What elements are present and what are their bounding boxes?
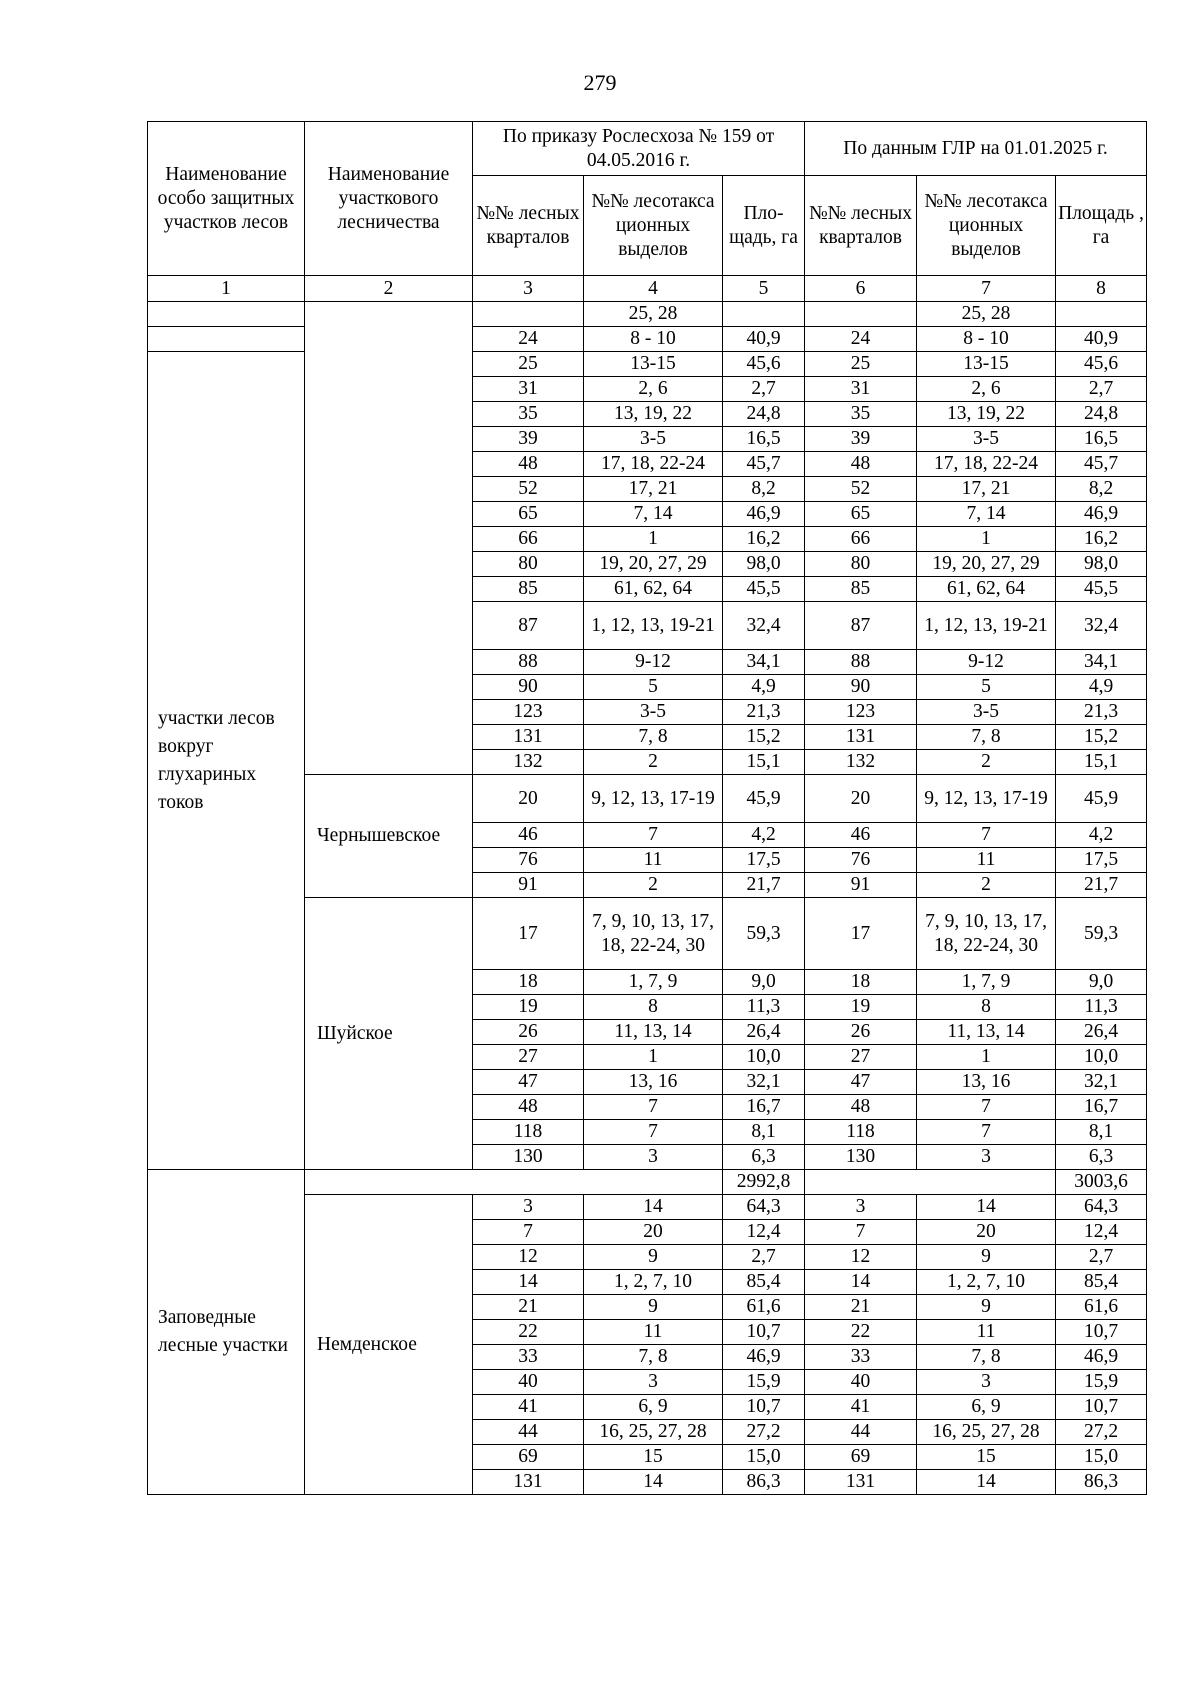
table-cell: 2 (584, 750, 723, 775)
protected-area-category: Заповедные лесные участки (148, 1170, 305, 1495)
table-cell: 48 (805, 1095, 917, 1120)
table-cell: 16, 25, 27, 28 (584, 1420, 723, 1445)
table-cell: 66 (473, 527, 584, 552)
table-cell: 1 (917, 527, 1056, 552)
table-cell: 3 (917, 1145, 1056, 1170)
table-cell: 8,1 (1056, 1120, 1147, 1145)
table-cell: 76 (805, 848, 917, 873)
table-cell: 10,7 (723, 1395, 805, 1420)
table-cell: 15,1 (723, 750, 805, 775)
table-cell: 45,6 (723, 352, 805, 377)
table-cell: 27,2 (723, 1420, 805, 1445)
table-cell: 7, 14 (584, 502, 723, 527)
table-row (148, 302, 1147, 327)
table-cell: 24 (805, 327, 917, 352)
table-cell: 22 (805, 1320, 917, 1345)
table-cell: 17, 21 (584, 477, 723, 502)
column-number: 5 (723, 276, 805, 302)
table-cell: 20 (917, 1220, 1056, 1245)
table-cell: 8 - 10 (584, 327, 723, 352)
table-cell: 33 (473, 1345, 584, 1370)
table-cell: 11 (584, 848, 723, 873)
table-cell: 2, 6 (584, 377, 723, 402)
table-cell: 32,4 (723, 602, 805, 650)
table-cell: 14 (473, 1270, 584, 1295)
column-number: 1 (148, 276, 305, 302)
header-area-right: Площадь , га (1056, 176, 1147, 276)
table-cell (723, 302, 805, 327)
table-cell: 39 (473, 427, 584, 452)
column-number: 4 (584, 276, 723, 302)
table-cell: 25 (473, 352, 584, 377)
table-cell: 45,7 (723, 452, 805, 477)
table-cell: 17 (473, 898, 584, 970)
table-cell: 45,5 (723, 577, 805, 602)
table-cell: 19, 20, 27, 29 (917, 552, 1056, 577)
table-cell: 48 (473, 1095, 584, 1120)
table-cell: 10,7 (1056, 1320, 1147, 1345)
table-cell: 131 (805, 725, 917, 750)
table-cell: 15,2 (723, 725, 805, 750)
table-cell: 87 (805, 602, 917, 650)
table-cell: 4,2 (1056, 823, 1147, 848)
table-cell: 16,5 (1056, 427, 1147, 452)
table-cell: 31 (473, 377, 584, 402)
table-cell: 19, 20, 27, 29 (584, 552, 723, 577)
table-cell: 6, 9 (584, 1395, 723, 1420)
table-cell: 17,5 (1056, 848, 1147, 873)
table-cell: 10,7 (723, 1320, 805, 1345)
table-cell: 16, 25, 27, 28 (917, 1420, 1056, 1445)
protected-area-category: участки лесов вокруг глухариных токов (148, 352, 305, 1170)
table-cell: 13, 19, 22 (917, 402, 1056, 427)
table-cell: 61, 62, 64 (584, 577, 723, 602)
table-cell: 7, 8 (917, 725, 1056, 750)
page-number: 279 (583, 70, 617, 95)
table-cell: 4,2 (723, 823, 805, 848)
table-cell: 32,1 (1056, 1070, 1147, 1095)
table-cell: 46 (805, 823, 917, 848)
table-cell: 7, 9, 10, 13, 17, 18, 22-24, 30 (584, 898, 723, 970)
table-cell: 19 (805, 995, 917, 1020)
table-cell: 3 (473, 1195, 584, 1220)
table-cell: 87 (473, 602, 584, 650)
table-cell: 9 (917, 1245, 1056, 1270)
table-cell: 21,3 (723, 700, 805, 725)
table-cell: 24,8 (723, 402, 805, 427)
table-cell: 17, 18, 22-24 (917, 452, 1056, 477)
total-row (148, 1170, 1147, 1195)
table-cell: 52 (805, 477, 917, 502)
table-cell: 11, 13, 14 (917, 1020, 1056, 1045)
table-cell: 2 (584, 873, 723, 898)
table-cell: 8,2 (723, 477, 805, 502)
table-cell: 16,7 (723, 1095, 805, 1120)
table-cell: 32,4 (1056, 602, 1147, 650)
table-cell: 24 (473, 327, 584, 352)
table-cell (473, 302, 584, 327)
table-cell: 17 (805, 898, 917, 970)
table-row (148, 327, 1147, 352)
table-cell: 40,9 (1056, 327, 1147, 352)
table-cell: 1, 2, 7, 10 (917, 1270, 1056, 1295)
table-cell: 13-15 (917, 352, 1056, 377)
table-cell: 86,3 (1056, 1470, 1147, 1495)
column-number: 6 (805, 276, 917, 302)
table-cell: 26,4 (723, 1020, 805, 1045)
table-cell: 7, 9, 10, 13, 17, 18, 22-24, 30 (917, 898, 1056, 970)
table-cell: 8 - 10 (917, 327, 1056, 352)
table-cell: 15,1 (1056, 750, 1147, 775)
table-cell: 64,3 (723, 1195, 805, 1220)
table-cell: 9-12 (917, 650, 1056, 675)
table-cell: 25, 28 (584, 302, 723, 327)
table-cell: 2,7 (1056, 377, 1147, 402)
table-cell: 3-5 (917, 700, 1056, 725)
table-cell: 11,3 (1056, 995, 1147, 1020)
table-cell: 9,0 (1056, 970, 1147, 995)
column-number: 7 (917, 276, 1056, 302)
forestry-name: Шуйское (305, 898, 473, 1170)
table-cell: 66 (805, 527, 917, 552)
table-cell: 46,9 (723, 502, 805, 527)
table-cell: 5 (584, 675, 723, 700)
table-cell: 2 (917, 873, 1056, 898)
table-cell: 9,0 (723, 970, 805, 995)
table-cell: 91 (473, 873, 584, 898)
table-cell: 61,6 (1056, 1295, 1147, 1320)
table-cell: 39 (805, 427, 917, 452)
table-cell: 14 (805, 1270, 917, 1295)
total-label-cell (305, 1170, 723, 1195)
table-cell: 69 (473, 1445, 584, 1470)
table-cell: 24,8 (1056, 402, 1147, 427)
table-cell: 10,0 (723, 1045, 805, 1070)
table-cell: 7, 8 (584, 1345, 723, 1370)
forestry-cell (305, 302, 473, 775)
table-cell: 40,9 (723, 327, 805, 352)
table-cell: 7 (917, 1095, 1056, 1120)
table-cell: 12 (805, 1245, 917, 1270)
table-cell: 15,0 (1056, 1445, 1147, 1470)
table-cell: 9 (584, 1295, 723, 1320)
table-cell: 1, 12, 13, 19-21 (917, 602, 1056, 650)
protected-area-cell (148, 327, 305, 352)
table-cell: 11, 13, 14 (584, 1020, 723, 1045)
table-cell: 14 (584, 1195, 723, 1220)
table-cell: 98,0 (723, 552, 805, 577)
table-cell: 1 (584, 527, 723, 552)
table-cell: 118 (805, 1120, 917, 1145)
header-area-left: Пло-щадь, га (723, 176, 805, 276)
header-forestry: Наименование участкового лесничества (305, 122, 473, 276)
table-cell: 46,9 (1056, 1345, 1147, 1370)
table-cell: 59,3 (1056, 898, 1147, 970)
forestry-name: Чернышевское (305, 775, 473, 898)
table-cell: 47 (473, 1070, 584, 1095)
table-cell: 45,7 (1056, 452, 1147, 477)
table-cell: 6,3 (723, 1145, 805, 1170)
table-cell: 15 (917, 1445, 1056, 1470)
table-cell: 123 (805, 700, 917, 725)
table-cell: 2,7 (723, 377, 805, 402)
table-cell: 2 (917, 750, 1056, 775)
table-cell: 16,7 (1056, 1095, 1147, 1120)
table-cell: 16,5 (723, 427, 805, 452)
table-cell: 14 (917, 1195, 1056, 1220)
table-cell: 3-5 (584, 427, 723, 452)
table-cell: 7, 8 (584, 725, 723, 750)
table-cell: 7, 14 (917, 502, 1056, 527)
table-cell: 45,5 (1056, 577, 1147, 602)
table-cell: 132 (473, 750, 584, 775)
table-cell: 21 (473, 1295, 584, 1320)
table-cell: 27,2 (1056, 1420, 1147, 1445)
table-cell: 1, 7, 9 (917, 970, 1056, 995)
table-cell: 45,6 (1056, 352, 1147, 377)
table-cell: 10,0 (1056, 1045, 1147, 1070)
header-protected-areas: Наименование особо защитных участков лесов (148, 122, 305, 276)
table-cell: 1 (917, 1045, 1056, 1070)
table-cell: 65 (805, 502, 917, 527)
table-cell: 3 (805, 1195, 917, 1220)
total-area-left: 2992,8 (723, 1170, 805, 1195)
table-cell: 85 (805, 577, 917, 602)
table-cell: 52 (473, 477, 584, 502)
table-cell: 46 (473, 823, 584, 848)
table-cell: 1, 12, 13, 19-21 (584, 602, 723, 650)
table-cell: 118 (473, 1120, 584, 1145)
table-cell: 5 (917, 675, 1056, 700)
table-cell: 15,2 (1056, 725, 1147, 750)
table-cell: 40 (805, 1370, 917, 1395)
table-cell: 88 (473, 650, 584, 675)
table-cell: 76 (473, 848, 584, 873)
forestry-name: Немденское (305, 1195, 473, 1495)
table-cell: 132 (805, 750, 917, 775)
table-cell: 91 (805, 873, 917, 898)
table-cell: 12,4 (1056, 1220, 1147, 1245)
table-cell: 34,1 (723, 650, 805, 675)
table-cell: 15 (584, 1445, 723, 1470)
table-cell: 7 (917, 823, 1056, 848)
table-cell: 6,3 (1056, 1145, 1147, 1170)
table-cell: 33 (805, 1345, 917, 1370)
table-cell: 2,7 (1056, 1245, 1147, 1270)
table-cell (1056, 302, 1147, 327)
table-cell: 3-5 (917, 427, 1056, 452)
table-cell: 16,2 (1056, 527, 1147, 552)
table-cell: 123 (473, 700, 584, 725)
table-cell: 85 (473, 577, 584, 602)
column-number: 3 (473, 276, 584, 302)
table-cell: 7 (917, 1120, 1056, 1145)
table-cell: 21,7 (1056, 873, 1147, 898)
table-cell: 47 (805, 1070, 917, 1095)
table-cell: 131 (805, 1470, 917, 1495)
table-cell: 12 (473, 1245, 584, 1270)
table-cell: 26 (473, 1020, 584, 1045)
table-cell: 46,9 (1056, 502, 1147, 527)
table-cell: 21,3 (1056, 700, 1147, 725)
table-cell: 7 (473, 1220, 584, 1245)
table-cell: 17, 18, 22-24 (584, 452, 723, 477)
table-cell: 19 (473, 995, 584, 1020)
table-cell: 9 (584, 1245, 723, 1270)
table-cell: 3 (917, 1370, 1056, 1395)
table-cell: 35 (473, 402, 584, 427)
table-cell: 11 (584, 1320, 723, 1345)
header-register-group: По данным ГЛР на 01.01.2025 г. (805, 122, 1147, 176)
table-cell: 59,3 (723, 898, 805, 970)
table-cell: 4,9 (1056, 675, 1147, 700)
table-cell: 14 (584, 1470, 723, 1495)
table-cell: 48 (473, 452, 584, 477)
table-cell: 13-15 (584, 352, 723, 377)
table-cell: 8,2 (1056, 477, 1147, 502)
table-cell: 8 (917, 995, 1056, 1020)
table-cell: 11 (917, 1320, 1056, 1345)
table-cell: 25, 28 (917, 302, 1056, 327)
table-cell: 13, 16 (584, 1070, 723, 1095)
header-quarters-left: №№ лесных кварталов (473, 176, 584, 276)
table-cell: 85,4 (723, 1270, 805, 1295)
table-cell: 41 (805, 1395, 917, 1420)
table-cell: 13, 16 (917, 1070, 1056, 1095)
table-cell: 131 (473, 725, 584, 750)
table-cell: 8 (584, 995, 723, 1020)
table-cell: 4,9 (723, 675, 805, 700)
table-cell: 1, 7, 9 (584, 970, 723, 995)
column-number: 2 (305, 276, 473, 302)
header-quarters-right: №№ лесных кварталов (805, 176, 917, 276)
table-cell: 46,9 (723, 1345, 805, 1370)
table-cell (805, 302, 917, 327)
table-cell: 11,3 (723, 995, 805, 1020)
table-cell: 2,7 (723, 1245, 805, 1270)
table-cell: 15,0 (723, 1445, 805, 1470)
table-cell: 130 (805, 1145, 917, 1170)
table-cell: 41 (473, 1395, 584, 1420)
table-cell: 20 (584, 1220, 723, 1245)
table-cell: 86,3 (723, 1470, 805, 1495)
table-cell: 44 (805, 1420, 917, 1445)
table-cell: 22 (473, 1320, 584, 1345)
table-cell: 35 (805, 402, 917, 427)
table-cell: 27 (805, 1045, 917, 1070)
table-cell: 11 (917, 848, 1056, 873)
header-plots-left: №№ лесотакса ционных выделов (584, 176, 723, 276)
header-plots-right: №№ лесотакса ционных выделов (917, 176, 1056, 276)
table-cell: 13, 19, 22 (584, 402, 723, 427)
table-cell: 40 (473, 1370, 584, 1395)
table-cell: 130 (473, 1145, 584, 1170)
table-cell: 31 (805, 377, 917, 402)
table-cell: 85,4 (1056, 1270, 1147, 1295)
table-cell: 7 (584, 1095, 723, 1120)
table-cell: 9 (917, 1295, 1056, 1320)
column-number: 8 (1056, 276, 1147, 302)
table-cell: 44 (473, 1420, 584, 1445)
table-cell: 9, 12, 13, 17-19 (917, 775, 1056, 823)
table-cell: 9-12 (584, 650, 723, 675)
table-cell: 15,9 (1056, 1370, 1147, 1395)
table-cell: 3 (584, 1145, 723, 1170)
table-cell: 61,6 (723, 1295, 805, 1320)
table-cell: 1, 2, 7, 10 (584, 1270, 723, 1295)
table-cell: 6, 9 (917, 1395, 1056, 1420)
table-cell: 26 (805, 1020, 917, 1045)
table-cell: 21,7 (723, 873, 805, 898)
table-cell: 61, 62, 64 (917, 577, 1056, 602)
table-cell: 17,5 (723, 848, 805, 873)
table-cell: 1 (584, 1045, 723, 1070)
table-cell: 14 (917, 1470, 1056, 1495)
table-cell: 3-5 (584, 700, 723, 725)
table-cell: 48 (805, 452, 917, 477)
protected-area-cell (148, 302, 305, 327)
table-cell: 16,2 (723, 527, 805, 552)
table-cell: 98,0 (1056, 552, 1147, 577)
table-cell: 26,4 (1056, 1020, 1147, 1045)
column-numbers-row (148, 276, 1147, 302)
table-cell: 21 (805, 1295, 917, 1320)
table-cell: 90 (473, 675, 584, 700)
table-cell: 45,9 (723, 775, 805, 823)
table-cell: 17, 21 (917, 477, 1056, 502)
table-cell: 80 (805, 552, 917, 577)
table-cell: 27 (473, 1045, 584, 1070)
total-area-right: 3003,6 (1056, 1170, 1147, 1195)
table-cell: 7 (805, 1220, 917, 1245)
forest-areas-table (147, 121, 1147, 1495)
table-cell: 18 (473, 970, 584, 995)
table-cell: 34,1 (1056, 650, 1147, 675)
table-cell: 45,9 (1056, 775, 1147, 823)
table-cell: 18 (805, 970, 917, 995)
table-cell: 7, 8 (917, 1345, 1056, 1370)
table-cell: 20 (805, 775, 917, 823)
table-cell: 7 (584, 1120, 723, 1145)
table-cell: 3 (584, 1370, 723, 1395)
table-cell: 10,7 (1056, 1395, 1147, 1420)
table-cell: 25 (805, 352, 917, 377)
table-cell: 2, 6 (917, 377, 1056, 402)
total-blank-cell (805, 1170, 1056, 1195)
table-row (148, 352, 1147, 377)
table-cell: 12,4 (723, 1220, 805, 1245)
table-cell: 20 (473, 775, 584, 823)
table-cell: 32,1 (723, 1070, 805, 1095)
table-cell: 65 (473, 502, 584, 527)
table-cell: 131 (473, 1470, 584, 1495)
table-cell: 90 (805, 675, 917, 700)
table-cell: 69 (805, 1445, 917, 1470)
table-cell: 64,3 (1056, 1195, 1147, 1220)
table-cell: 9, 12, 13, 17-19 (584, 775, 723, 823)
table-cell: 80 (473, 552, 584, 577)
table-cell: 8,1 (723, 1120, 805, 1145)
table-cell: 7 (584, 823, 723, 848)
table-cell: 15,9 (723, 1370, 805, 1395)
header-order-group: По приказу Рослесхоза № 159 от 04.05.2016 г. (473, 122, 805, 176)
table-cell: 88 (805, 650, 917, 675)
